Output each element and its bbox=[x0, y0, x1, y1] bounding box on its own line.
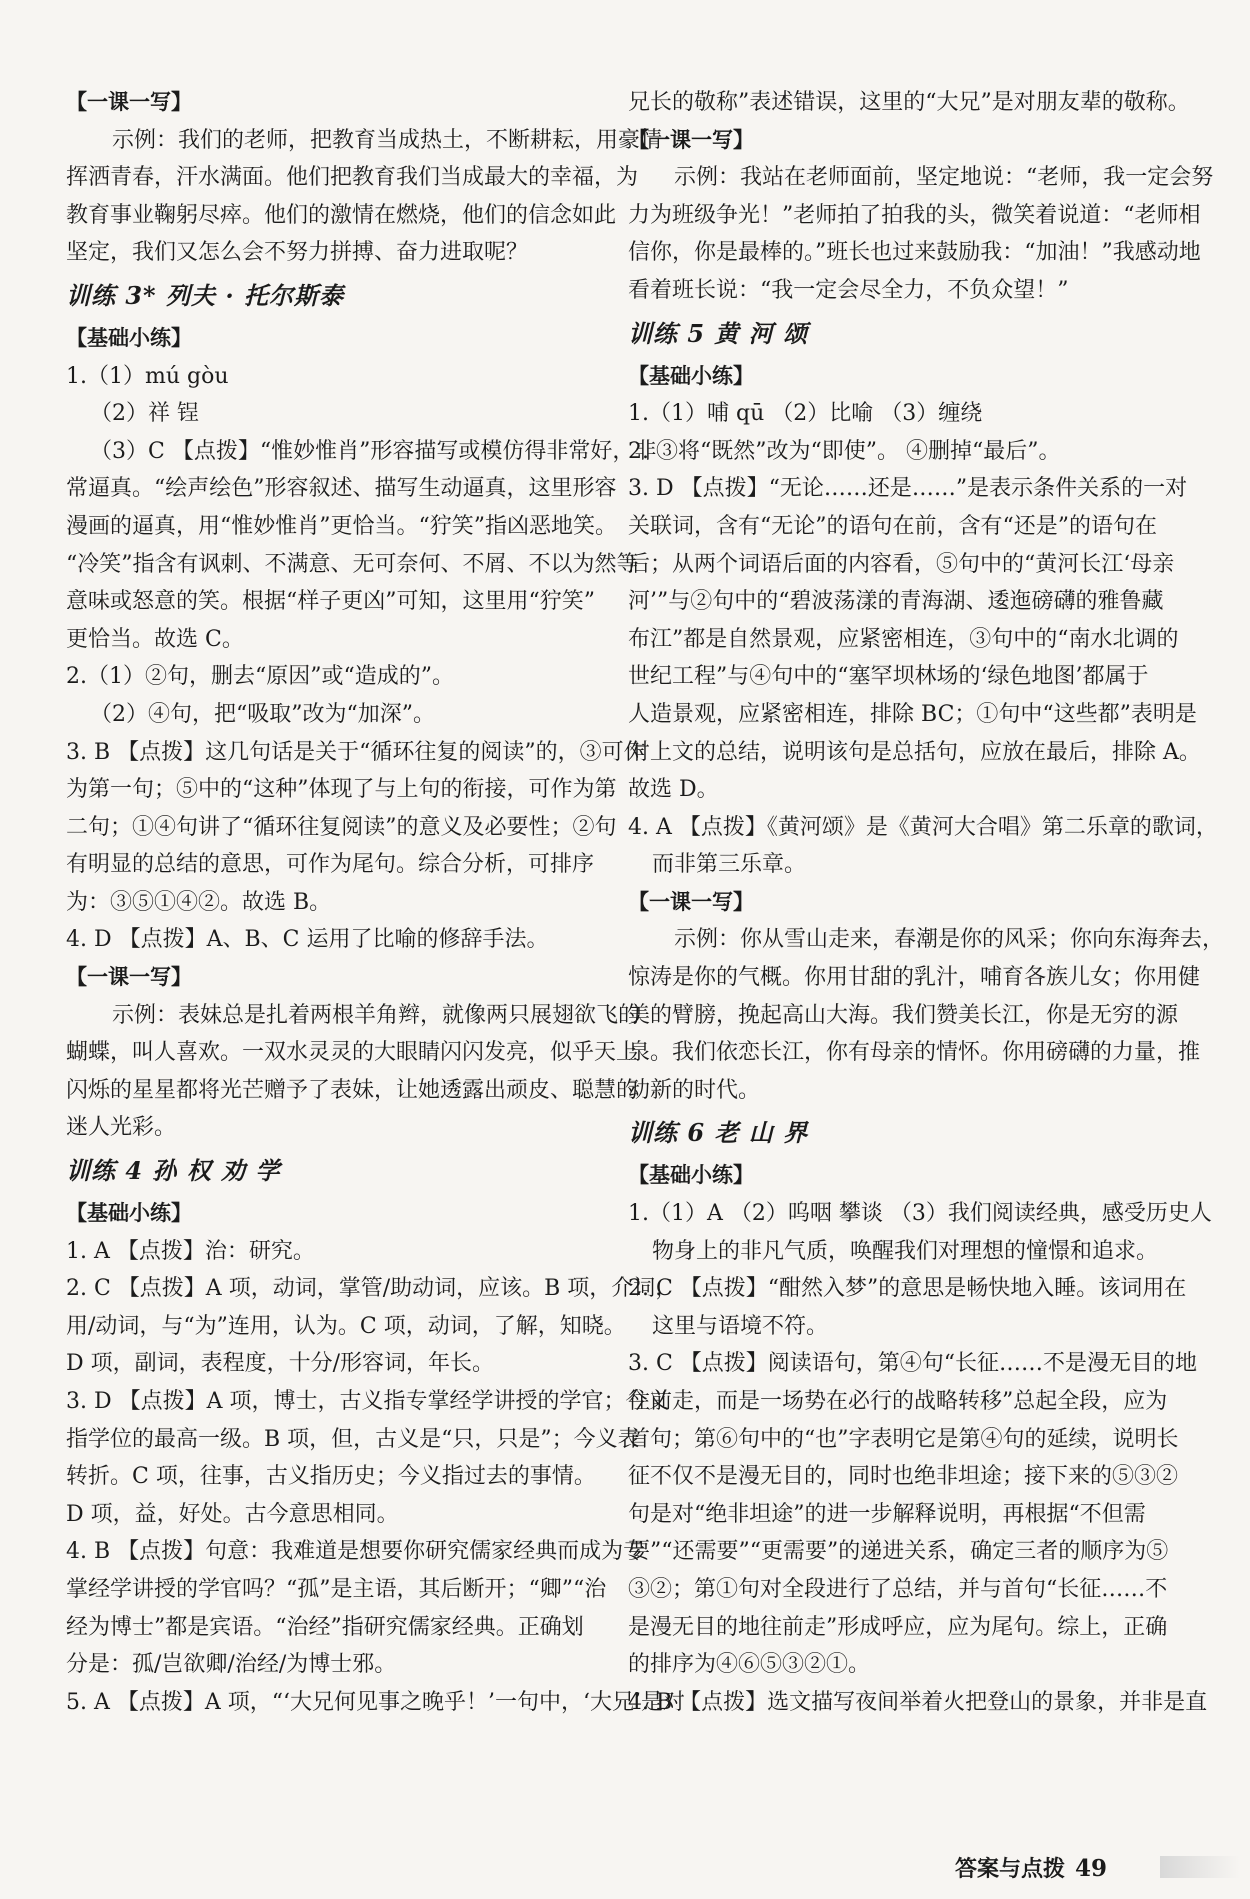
section-heading: 【基础小练】 bbox=[66, 1201, 192, 1226]
text-line: 动新的时代。 bbox=[628, 1077, 761, 1103]
text-line: 5. A 【点拨】A 项，“‘大兄何见事之晚乎！’一句中，‘大兄’是对 bbox=[66, 1689, 685, 1715]
text-line: 漫画的逼真，用“惟妙惟肖”更恰当。“狞笑”指凶恶地笑。 bbox=[66, 513, 617, 539]
page-number: 49 bbox=[1075, 1855, 1108, 1882]
text-line: （2）祥 锃 bbox=[90, 401, 199, 427]
page-footer bbox=[955, 1852, 1107, 1883]
footer-decoration-bar bbox=[1160, 1856, 1240, 1878]
text-line: 句是对“绝非坦途”的进一步解释说明，再根据“不但需 bbox=[628, 1501, 1146, 1527]
text-line: 坚定，我们又怎么会不努力拼搏、奋力进取呢？ bbox=[66, 240, 529, 266]
section-heading: 【一课一写】 bbox=[66, 965, 192, 990]
text-line: （2）④句，把“吸取”改为“加深”。 bbox=[90, 701, 435, 727]
text-line: 二句；①④句讲了“循环往复阅读”的意义及必要性；②句 bbox=[66, 814, 617, 840]
text-line: 教育事业鞠躬尽瘁。他们的激情在燃烧，他们的信念如此 bbox=[66, 202, 617, 228]
section-heading: 【基础小练】 bbox=[628, 1163, 754, 1188]
text-line: 往前走，而是一场势在必行的战略转移”总起全段，应为 bbox=[628, 1389, 1168, 1414]
text-line: 4. B 【点拨】句意：我难道是想要你研究儒家经典而成为专 bbox=[66, 1539, 646, 1565]
section-heading: 【基础小练】 bbox=[66, 325, 192, 350]
text-line: 关联词，含有“无论”的语句在前，含有“还是”的语句在 bbox=[628, 513, 1157, 539]
text-line: 布江”都是自然景观，应紧密相连，③句中的“南水北调的 bbox=[628, 626, 1179, 652]
text-line: 2. ③将“既然”改为“即使”。 ④删掉“最后”。 bbox=[628, 438, 1061, 464]
text-line: 看着班长说：“我一定会尽全力，不负众望！” bbox=[628, 277, 1069, 303]
text-line: 物身上的非凡气质，唤醒我们对理想的憧憬和追求。 bbox=[652, 1238, 1159, 1264]
text-line: 世纪工程”与④句中的“塞罕坝林场的‘绿色地图’都属于 bbox=[628, 664, 1149, 690]
paragraph-start: 示例：表妹总是扎着两根羊角辫，就像两只展翅欲飞的 bbox=[112, 1002, 641, 1028]
section-heading: 【一课一写】 bbox=[628, 127, 754, 152]
text-line: 惊涛是你的气概。你用甘甜的乳汁，哺育各族儿女；你用健 bbox=[628, 965, 1201, 991]
text-line: 迷人光彩。 bbox=[66, 1115, 177, 1141]
text-line: 故选 D。 bbox=[628, 777, 719, 803]
text-line: 经为博士”都是宾语。“治经”指研究儒家经典。正确划 bbox=[66, 1614, 584, 1640]
text-line: 为：③⑤①④②。故选 B。 bbox=[66, 889, 332, 915]
text-line: 2. C 【点拨】A 项，动词，掌管/助动词，应该。B 项，介词， bbox=[66, 1276, 678, 1302]
paragraph-start: 示例：我站在老师面前，坚定地说：“老师，我一定会努 bbox=[674, 165, 1214, 191]
lesson-title: 训练 5 黄 河 颂 bbox=[628, 318, 809, 348]
text-line: 4. D 【点拨】A、B、C 运用了比喻的修辞手法。 bbox=[66, 927, 549, 953]
text-line: 信你，你是最棒的。”班长也过来鼓励我：“加油！”我感动地 bbox=[628, 240, 1201, 266]
text-line: 掌经学讲授的学官吗？“孤”是主语，其后断开；“卿”“治 bbox=[66, 1576, 607, 1602]
text-line: D 项，益，好处。古今意思相同。 bbox=[66, 1501, 399, 1527]
text-line: （3）C 【点拨】“惟妙惟肖”形容描写或模仿得非常好，非 bbox=[90, 438, 657, 464]
section-heading: 【一课一写】 bbox=[66, 90, 192, 114]
text-line: 这里与语境不符。 bbox=[652, 1313, 829, 1339]
text-line: 1. A 【点拨】治：研究。 bbox=[66, 1238, 315, 1264]
section-heading: 【一课一写】 bbox=[628, 889, 754, 914]
text-line: 河’”与②句中的“碧波荡漾的青海湖、逶迤磅礴的雅鲁藏 bbox=[628, 589, 1164, 615]
text-line: 意味或怒意的笑。根据“样子更凶”可知，这里用“狞笑” bbox=[66, 589, 595, 615]
right-column bbox=[628, 84, 1225, 1721]
text-line: 对上文的总结，说明该句是总括句，应放在最后，排除 A。 bbox=[628, 739, 1201, 765]
text-line: ③②；第①句对全段进行了总结，并与首句“长征……不 bbox=[628, 1576, 1168, 1602]
text-line: 首句；第⑥句中的“也”字表明它是第④句的延续，说明长 bbox=[628, 1426, 1179, 1452]
text-line: 3. D 【点拨】“无论……还是……”是表示条件关系的一对 bbox=[628, 476, 1188, 502]
text-line: 蝴蝶，叫人喜欢。一双水灵灵的大眼睛闪闪发亮，似乎天上 bbox=[66, 1040, 639, 1066]
text-line: 有明显的总结的意思，可作为尾句。综合分析，可排序 bbox=[66, 852, 595, 878]
text-line: D 项，副词，表程度，十分/形容词，年长。 bbox=[66, 1351, 495, 1377]
text-line: 挥洒青春，汗水满面。他们把教育我们当成最大的幸福，为 bbox=[66, 165, 639, 191]
text-line: 为第一句；⑤中的“这种”体现了与上句的衔接，可作为第 bbox=[66, 777, 617, 803]
text-line: 1.（1）A （2）呜咽 攀谈 （3）我们阅读经典，感受历史人 bbox=[628, 1201, 1212, 1227]
text-line: 泉。我们依恋长江，你有母亲的情怀。你用磅礴的力量，推 bbox=[628, 1040, 1201, 1066]
text-line: 力为班级争光！”老师拍了拍我的头，微笑着说道：“老师相 bbox=[628, 202, 1201, 228]
lesson-title: 训练 6 老 山 界 bbox=[628, 1118, 809, 1148]
text-line: 4. B 【点拨】选文描写夜间举着火把登山的景象，并非是直 bbox=[628, 1689, 1208, 1715]
text-line: 的排序为④⑥⑤③②①。 bbox=[628, 1652, 871, 1678]
footer-label: 答案与点拨 bbox=[955, 1857, 1066, 1882]
text-line: 2. C 【点拨】“酣然入梦”的意思是畅快地入睡。该词用在 bbox=[628, 1276, 1187, 1302]
text-line: 而非第三乐章。 bbox=[652, 852, 807, 878]
text-line: 闪烁的星星都将光芒赠予了表妹，让她透露出顽皮、聪慧的 bbox=[66, 1077, 639, 1103]
text-line: 分是：孤/岂欲卿/治经/为博士邪。 bbox=[66, 1652, 397, 1678]
text-line: 2.（1）②句，删去“原因”或“造成的”。 bbox=[66, 664, 454, 690]
text-line: “冷笑”指含有讽刺、不满意、无可奈何、不屑、不以为然等 bbox=[66, 551, 639, 577]
lesson-title: 训练 4 孙 权 劝 学 bbox=[66, 1156, 281, 1186]
text-line: 用/动词，与“为”连用，认为。C 项，动词，了解，知晓。 bbox=[66, 1313, 626, 1339]
text-line: 兄长的敬称”表述错误，这里的“大兄”是对朋友辈的敬称。 bbox=[628, 90, 1190, 115]
text-line: 美的臂膀，挽起高山大海。我们赞美长江，你是无穷的源 bbox=[628, 1002, 1179, 1028]
text-line: 更恰当。故选 C。 bbox=[66, 626, 244, 652]
paragraph-start: 示例：你从雪山走来，春潮是你的风采；你向东海奔去， bbox=[674, 927, 1225, 953]
text-line: 1.（1）mú gòu bbox=[66, 363, 229, 389]
text-line: 后；从两个词语后面的内容看，⑤句中的“黄河长江‘母亲 bbox=[628, 551, 1175, 577]
text-line: 要”“还需要”“更需要”的递进关系，确定三者的顺序为⑤ bbox=[628, 1539, 1169, 1565]
text-line: 人造景观，应紧密相连，排除 BC；①句中“这些都”表明是 bbox=[628, 701, 1197, 727]
text-line: 3. B 【点拨】这几句话是关于“循环往复的阅读”的，③可作 bbox=[66, 739, 646, 765]
text-line: 3. D 【点拨】A 项，博士，古义指专掌经学讲授的学官；今义 bbox=[66, 1389, 670, 1414]
text-line: 指学位的最高一级。B 项，但，古义是“只，只是”；今义表 bbox=[66, 1426, 640, 1452]
lesson-title: 训练 3* 列夫 · 托尔斯泰 bbox=[66, 280, 345, 310]
text-line: 3. C 【点拨】阅读语句，第④句“长征……不是漫无目的地 bbox=[628, 1351, 1198, 1377]
text-line: 常逼真。“绘声绘色”形容叙述、描写生动逼真，这里形容 bbox=[66, 476, 617, 502]
text-line: 4. A 【点拨】《黄河颂》是《黄河大合唱》第二乐章的歌词， bbox=[628, 814, 1218, 840]
paragraph-start: 示例：我们的老师，把教育当成热土，不断耕耘，用豪情 bbox=[112, 127, 663, 153]
text-line: 1.（1）哺 qū （2）比喻 （3）缠绕 bbox=[628, 401, 983, 427]
section-heading: 【基础小练】 bbox=[628, 363, 754, 388]
text-line: 是漫无目的地往前走”形成呼应，应为尾句。综上，正确 bbox=[628, 1614, 1168, 1640]
text-line: 征不仅不是漫无目的，同时也绝非坦途；接下来的⑤③② bbox=[628, 1464, 1179, 1490]
text-line: 转折。C 项，往事，古义指历史；今义指过去的事情。 bbox=[66, 1464, 596, 1490]
